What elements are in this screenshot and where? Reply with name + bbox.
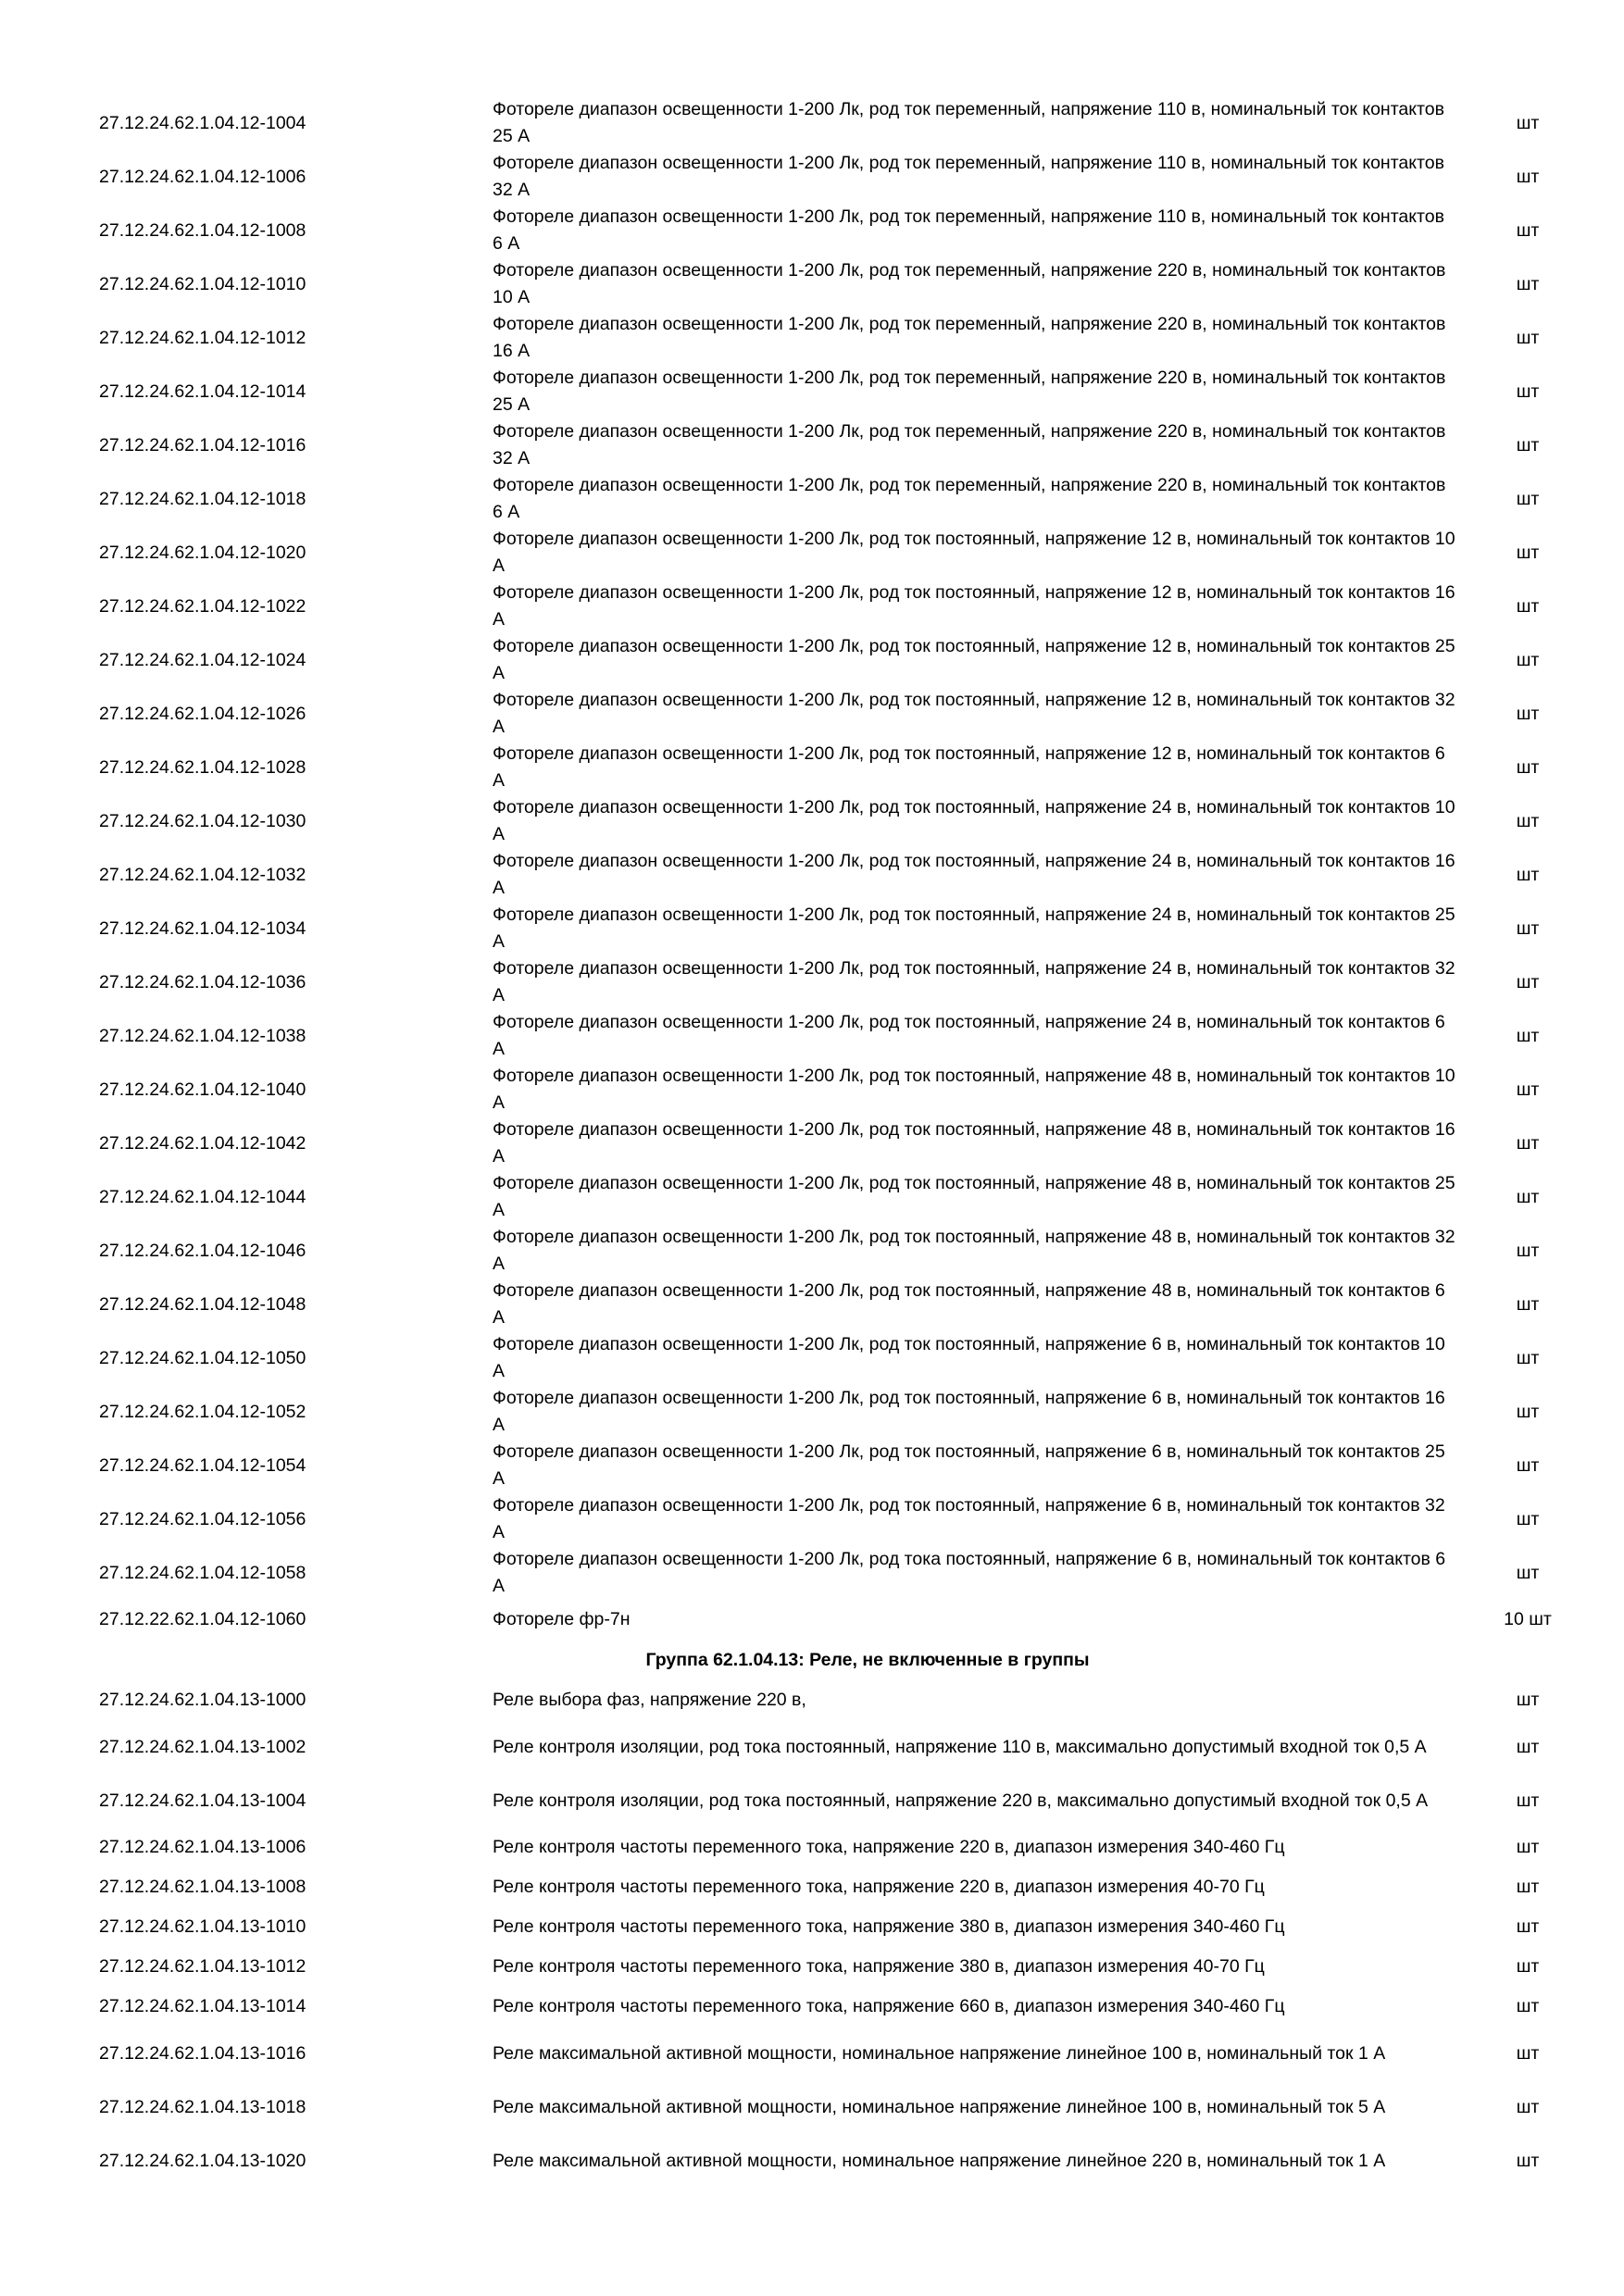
item-code: 27.12.24.62.1.04.12-1044 <box>99 1186 306 1207</box>
item-code: 27.12.24.62.1.04.12-1024 <box>99 649 306 670</box>
item-unit: шт <box>1516 810 1540 831</box>
item-name: Фотореле диапазон освещенности 1-200 Лк, род ток постоянный, напряжение 12 в, номинальный ток контактов 16 А <box>493 582 1455 630</box>
item-name: Реле максимальной активной мощности, номинальное напряжение линейное 100 в, номинальный ток 5 А <box>493 2096 1386 2117</box>
item-unit: шт <box>1516 703 1540 724</box>
table-row <box>0 2134 1624 2188</box>
table-row <box>0 1947 1624 1987</box>
item-name: Фотореле диапазон освещенности 1-200 Лк, род ток постоянный, напряжение 48 в, номинальный ток контактов 10 А <box>493 1066 1455 1113</box>
item-name: Реле контроля частоты переменного тока, напряжение 660 в, диапазон измерения 340-460 Гц <box>493 1996 1285 2016</box>
item-code: 27.12.24.62.1.04.12-1056 <box>99 1508 306 1529</box>
item-code: 27.12.24.62.1.04.13-1020 <box>99 2150 306 2171</box>
table-row <box>0 1774 1624 1828</box>
table-row <box>0 526 1624 580</box>
item-name: Фотореле диапазон освещенности 1-200 Лк, род ток постоянный, напряжение 12 в, номинальный ток контактов 6 А <box>493 743 1445 791</box>
item-code: 27.12.24.62.1.04.12-1052 <box>99 1401 306 1422</box>
item-unit: шт <box>1516 1079 1540 1100</box>
group-heading-text: Группа 62.1.04.13: Реле, не включенные в группы <box>645 1649 1090 1670</box>
item-unit: шт <box>1516 2096 1540 2117</box>
table-row <box>0 1987 1624 2027</box>
table-row <box>0 96 1624 150</box>
table-row <box>0 1867 1624 1907</box>
item-name: Фотореле диапазон освещенности 1-200 Лк, род ток постоянный, напряжение 24 в, номинальный ток контактов 10 А <box>493 797 1455 844</box>
item-unit: шт <box>1516 219 1540 241</box>
item-unit: шт <box>1516 1877 1540 1897</box>
item-unit: шт <box>1516 327 1540 348</box>
catalog-section-photorelays <box>0 96 1624 1640</box>
item-name: Реле максимальной активной мощности, номинальное напряжение линейное 220 в, номинальный ток 1 А <box>493 2150 1386 2171</box>
catalog-section-relays <box>0 1680 1624 2188</box>
table-row <box>0 204 1624 257</box>
item-name: Фотореле диапазон освещенности 1-200 Лк, род ток постоянный, напряжение 12 в, номинальный ток контактов 32 А <box>493 690 1455 737</box>
item-unit: 10 шт <box>1504 1609 1552 1629</box>
item-name: Фотореле диапазон освещенности 1-200 Лк, род ток постоянный, напряжение 24 в, номинальный ток контактов 32 А <box>493 958 1455 1005</box>
item-code: 27.12.24.62.1.04.12-1058 <box>99 1562 306 1583</box>
item-name: Фотореле диапазон освещенности 1-200 Лк, род тока постоянный, напряжение 6 в, номинальный ток контактов 6 А <box>493 1549 1446 1596</box>
item-code: 27.12.24.62.1.04.12-1012 <box>99 327 306 348</box>
table-row <box>0 1170 1624 1224</box>
item-name: Фотореле диапазон освещенности 1-200 Лк, род ток переменный, напряжение 220 в, номинальный ток контактов 32 А <box>493 421 1446 468</box>
item-unit: шт <box>1516 1347 1540 1368</box>
table-row <box>0 150 1624 204</box>
item-name: Фотореле диапазон освещенности 1-200 Лк, род ток переменный, напряжение 110 в, номинальный ток контактов 32 А <box>493 153 1444 200</box>
table-row <box>0 848 1624 902</box>
item-name: Реле контроля изоляции, род тока постоянный, напряжение 220 в, максимально допустимый входной ток 0,5 А <box>493 1790 1429 1811</box>
item-code: 27.12.24.62.1.04.13-1018 <box>99 2096 306 2117</box>
item-code: 27.12.24.62.1.04.13-1006 <box>99 1837 306 1857</box>
item-name: Фотореле диапазон освещенности 1-200 Лк, род ток переменный, напряжение 220 в, номинальный ток контактов 16 А <box>493 314 1446 361</box>
table-row <box>0 257 1624 311</box>
table-row <box>0 687 1624 741</box>
item-code: 27.12.24.62.1.04.12-1030 <box>99 810 306 831</box>
table-row <box>0 1063 1624 1117</box>
table-row <box>0 365 1624 418</box>
item-unit: шт <box>1516 649 1540 670</box>
item-code: 27.12.24.62.1.04.12-1008 <box>99 219 306 241</box>
item-code: 27.12.24.62.1.04.12-1028 <box>99 756 306 778</box>
item-unit: шт <box>1516 1132 1540 1154</box>
item-code: 27.12.24.62.1.04.12-1020 <box>99 542 306 563</box>
item-unit: шт <box>1516 1690 1540 1710</box>
table-row <box>0 1492 1624 1546</box>
item-name: Фотореле диапазон освещенности 1-200 Лк, род ток переменный, напряжение 220 в, номинальный ток контактов 6 А <box>493 475 1446 522</box>
item-code: 27.12.24.62.1.04.12-1034 <box>99 917 306 939</box>
item-name: Реле максимальной активной мощности, номинальное напряжение линейное 100 в, номинальный ток 1 А <box>493 2042 1386 2064</box>
item-name: Фотореле диапазон освещенности 1-200 Лк, род ток постоянный, напряжение 24 в, номинальный ток контактов 16 А <box>493 851 1455 898</box>
item-unit: шт <box>1516 488 1540 509</box>
table-row <box>0 1907 1624 1947</box>
item-code: 27.12.24.62.1.04.13-1012 <box>99 1956 306 1977</box>
item-code: 27.12.24.62.1.04.12-1046 <box>99 1240 306 1261</box>
table-row <box>0 794 1624 848</box>
table-row <box>0 2027 1624 2080</box>
item-code: 27.12.24.62.1.04.12-1016 <box>99 434 306 455</box>
item-unit: шт <box>1516 971 1540 992</box>
item-name: Фотореле диапазон освещенности 1-200 Лк, род ток постоянный, напряжение 6 в, номинальный ток контактов 10 А <box>493 1334 1445 1381</box>
item-unit: шт <box>1516 917 1540 939</box>
item-name: Реле контроля частоты переменного тока, напряжение 380 в, диапазон измерения 340-460 Гц <box>493 1916 1285 1937</box>
item-code: 27.12.24.62.1.04.12-1050 <box>99 1347 306 1368</box>
item-code: 27.12.24.62.1.04.13-1002 <box>99 1736 306 1757</box>
item-code: 27.12.24.62.1.04.12-1032 <box>99 864 306 885</box>
item-unit: шт <box>1516 1186 1540 1207</box>
item-name: Реле контроля частоты переменного тока, напряжение 380 в, диапазон измерения 40-70 Гц <box>493 1956 1265 1977</box>
item-code: 27.12.24.62.1.04.12-1026 <box>99 703 306 724</box>
table-row <box>0 1720 1624 1774</box>
item-code: 27.12.24.62.1.04.12-1014 <box>99 381 306 402</box>
item-code: 27.12.24.62.1.04.12-1036 <box>99 971 306 992</box>
item-name: Фотореле диапазон освещенности 1-200 Лк, род ток переменный, напряжение 110 в, номинальный ток контактов 6 А <box>493 206 1444 254</box>
document-page <box>0 96 1624 2188</box>
item-unit: шт <box>1516 112 1540 133</box>
item-code: 27.12.24.62.1.04.13-1000 <box>99 1690 306 1710</box>
item-code: 27.12.22.62.1.04.12-1060 <box>99 1609 306 1629</box>
item-unit: шт <box>1516 1996 1540 2016</box>
item-name: Фотореле диапазон освещенности 1-200 Лк, род ток постоянный, напряжение 12 в, номинальный ток контактов 25 А <box>493 636 1455 683</box>
table-row <box>0 955 1624 1009</box>
item-name: Фотореле диапазон освещенности 1-200 Лк, род ток постоянный, напряжение 6 в, номинальный ток контактов 32 А <box>493 1495 1445 1542</box>
item-name: Фотореле диапазон освещенности 1-200 Лк, род ток переменный, напряжение 220 в, номинальный ток контактов 10 А <box>493 260 1446 307</box>
table-row <box>0 472 1624 526</box>
table-row <box>0 311 1624 365</box>
item-unit: шт <box>1516 1454 1540 1476</box>
item-code: 27.12.24.62.1.04.12-1042 <box>99 1132 306 1154</box>
item-unit: шт <box>1516 434 1540 455</box>
item-name: Реле контроля частоты переменного тока, напряжение 220 в, диапазон измерения 340-460 Гц <box>493 1837 1285 1857</box>
item-unit: шт <box>1516 1956 1540 1977</box>
item-name: Фотореле диапазон освещенности 1-200 Лк, род ток постоянный, напряжение 48 в, номинальный ток контактов 32 А <box>493 1227 1455 1274</box>
item-name: Фотореле диапазон освещенности 1-200 Лк, род ток постоянный, напряжение 6 в, номинальный ток контактов 16 А <box>493 1388 1445 1435</box>
item-unit: шт <box>1516 1293 1540 1315</box>
table-row <box>0 1009 1624 1063</box>
item-unit: шт <box>1516 1240 1540 1261</box>
item-code: 27.12.24.62.1.04.13-1004 <box>99 1790 306 1811</box>
item-code: 27.12.24.62.1.04.13-1008 <box>99 1877 306 1897</box>
item-name: Фотореле диапазон освещенности 1-200 Лк, род ток постоянный, напряжение 48 в, номинальный ток контактов 6 А <box>493 1280 1445 1328</box>
table-row <box>0 1224 1624 1278</box>
item-code: 27.12.24.62.1.04.12-1018 <box>99 488 306 509</box>
item-unit: шт <box>1516 595 1540 617</box>
item-name: Фотореле диапазон освещенности 1-200 Лк, род ток переменный, напряжение 220 в, номинальный ток контактов 25 А <box>493 368 1446 415</box>
item-unit: шт <box>1516 1916 1540 1937</box>
item-unit: шт <box>1516 166 1540 187</box>
item-name: Фотореле диапазон освещенности 1-200 Лк, род ток постоянный, напряжение 24 в, номинальный ток контактов 25 А <box>493 905 1455 952</box>
item-code: 27.12.24.62.1.04.12-1040 <box>99 1079 306 1100</box>
item-code: 27.12.24.62.1.04.13-1016 <box>99 2042 306 2064</box>
table-row <box>0 1385 1624 1439</box>
item-name: Реле выбора фаз, напряжение 220 в, <box>493 1690 806 1710</box>
item-unit: шт <box>1516 864 1540 885</box>
table-row <box>0 1439 1624 1492</box>
item-unit: шт <box>1516 1790 1540 1811</box>
table-row <box>0 902 1624 955</box>
table-row <box>0 1278 1624 1331</box>
item-code: 27.12.24.62.1.04.12-1054 <box>99 1454 306 1476</box>
item-unit: шт <box>1516 2042 1540 2064</box>
table-row <box>0 1680 1624 1720</box>
item-name: Фотореле диапазон освещенности 1-200 Лк, род ток постоянный, напряжение 48 в, номинальный ток контактов 25 А <box>493 1173 1455 1220</box>
item-code: 27.12.24.62.1.04.12-1004 <box>99 112 306 133</box>
table-row <box>0 1331 1624 1385</box>
item-name: Фотореле диапазон освещенности 1-200 Лк, род ток постоянный, напряжение 12 в, номинальный ток контактов 10 А <box>493 529 1455 576</box>
item-unit: шт <box>1516 1837 1540 1857</box>
item-name: Реле контроля изоляции, род тока постоянный, напряжение 110 в, максимально допустимый входной ток 0,5 А <box>493 1736 1427 1757</box>
table-row <box>0 1546 1624 1600</box>
item-code: 27.12.24.62.1.04.13-1014 <box>99 1996 306 2016</box>
table-row <box>0 741 1624 794</box>
item-code: 27.12.24.62.1.04.13-1010 <box>99 1916 306 1937</box>
item-unit: шт <box>1516 1025 1540 1046</box>
item-unit: шт <box>1516 2150 1540 2171</box>
item-unit: шт <box>1516 542 1540 563</box>
item-name: Фотореле фр-7н <box>493 1609 631 1629</box>
item-name: Реле контроля частоты переменного тока, напряжение 220 в, диапазон измерения 40-70 Гц <box>493 1877 1265 1897</box>
item-unit: шт <box>1516 1562 1540 1583</box>
table-row <box>0 2080 1624 2134</box>
item-unit: шт <box>1516 1736 1540 1757</box>
item-unit: шт <box>1516 1508 1540 1529</box>
item-unit: шт <box>1516 1401 1540 1422</box>
item-name: Фотореле диапазон освещенности 1-200 Лк, род ток постоянный, напряжение 24 в, номинальный ток контактов 6 А <box>493 1012 1445 1059</box>
table-row <box>0 580 1624 633</box>
item-name: Фотореле диапазон освещенности 1-200 Лк, род ток постоянный, напряжение 6 в, номинальный ток контактов 25 А <box>493 1441 1445 1489</box>
table-row <box>0 633 1624 687</box>
item-code: 27.12.24.62.1.04.12-1006 <box>99 166 306 187</box>
table-row <box>0 1600 1624 1640</box>
item-code: 27.12.24.62.1.04.12-1038 <box>99 1025 306 1046</box>
table-row <box>0 418 1624 472</box>
item-name: Фотореле диапазон освещенности 1-200 Лк, род ток переменный, напряжение 110 в, номинальный ток контактов 25 А <box>493 99 1444 146</box>
item-name: Фотореле диапазон освещенности 1-200 Лк, род ток постоянный, напряжение 48 в, номинальный ток контактов 16 А <box>493 1119 1455 1167</box>
table-row <box>0 1117 1624 1170</box>
item-code: 27.12.24.62.1.04.12-1048 <box>99 1293 306 1315</box>
table-row <box>0 1828 1624 1867</box>
item-unit: шт <box>1516 756 1540 778</box>
group-heading <box>0 1640 1624 1680</box>
item-code: 27.12.24.62.1.04.12-1022 <box>99 595 306 617</box>
item-code: 27.12.24.62.1.04.12-1010 <box>99 273 306 294</box>
item-unit: шт <box>1516 273 1540 294</box>
item-unit: шт <box>1516 381 1540 402</box>
